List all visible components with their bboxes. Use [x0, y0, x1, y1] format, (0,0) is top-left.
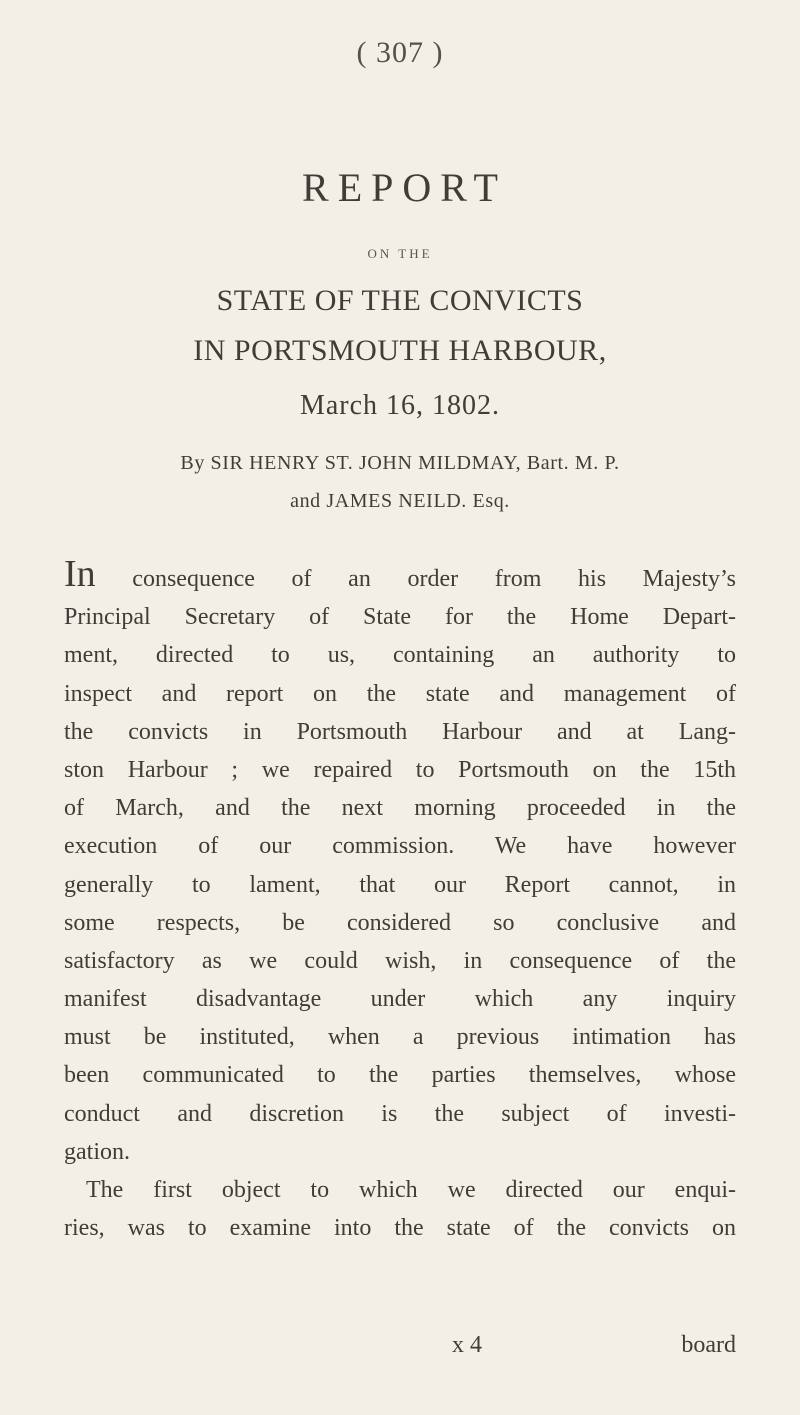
subtitle-line-1: STATE OF THE CONVICTS [216, 284, 584, 317]
body-line: ston Harbour ; we repaired to Portsmouth on the 15th [64, 756, 736, 783]
body-line: gation. [64, 1138, 130, 1165]
body-line: satisfactory as we could wish, in consequence of the [64, 947, 736, 974]
body-line: some respects, be considered so conclusive and [64, 909, 736, 936]
drop-cap: In [64, 553, 96, 595]
body-line: In consequence of an order from his Majesty’s [64, 553, 736, 595]
body-line: ment, directed to us, containing an authority to [64, 642, 736, 669]
report-date: March 16, 1802. [299, 390, 501, 421]
body-line: been communicated to the parties themselves, whose [64, 1062, 736, 1089]
title-connector: ON THE [367, 246, 433, 261]
page-number: ( 307 ) [356, 36, 444, 69]
page-footer [64, 1332, 736, 1366]
body-line: of March, and the next morning proceeded in the [64, 795, 736, 822]
report-title: REPORT [302, 165, 507, 210]
body-line: The first object to which we directed our enqui- [86, 1177, 736, 1203]
signature-mark: x 4 [452, 1332, 482, 1358]
body-line: manifest disadvantage under which any inquiry [64, 986, 736, 1013]
body-line: inspect and report on the state and management of [64, 680, 736, 707]
body-line: must be instituted, when a previous intimation has [64, 1024, 736, 1051]
body-line: the convicts in Portsmouth Harbour and at Lang- [64, 718, 736, 745]
body-line: execution of our commission. We have however [64, 833, 736, 860]
body-text [64, 553, 736, 1247]
body-line: conduct and discretion is the subject of investi- [64, 1100, 736, 1127]
byline-line-2: and JAMES NEILD. Esq. [290, 490, 510, 512]
subtitle-line-2: IN PORTSMOUTH HARBOUR, [193, 334, 607, 367]
body-line: ries, was to examine into the state of the convicts on [64, 1215, 736, 1242]
catchword: board [681, 1332, 736, 1358]
body-line: generally to lament, that our Report cannot, in [64, 871, 736, 898]
byline-line-1: By SIR HENRY ST. JOHN MILDMAY, Bart. M. P. [180, 452, 620, 474]
body-line: Principal Secretary of State for the Home Depart- [64, 604, 736, 631]
